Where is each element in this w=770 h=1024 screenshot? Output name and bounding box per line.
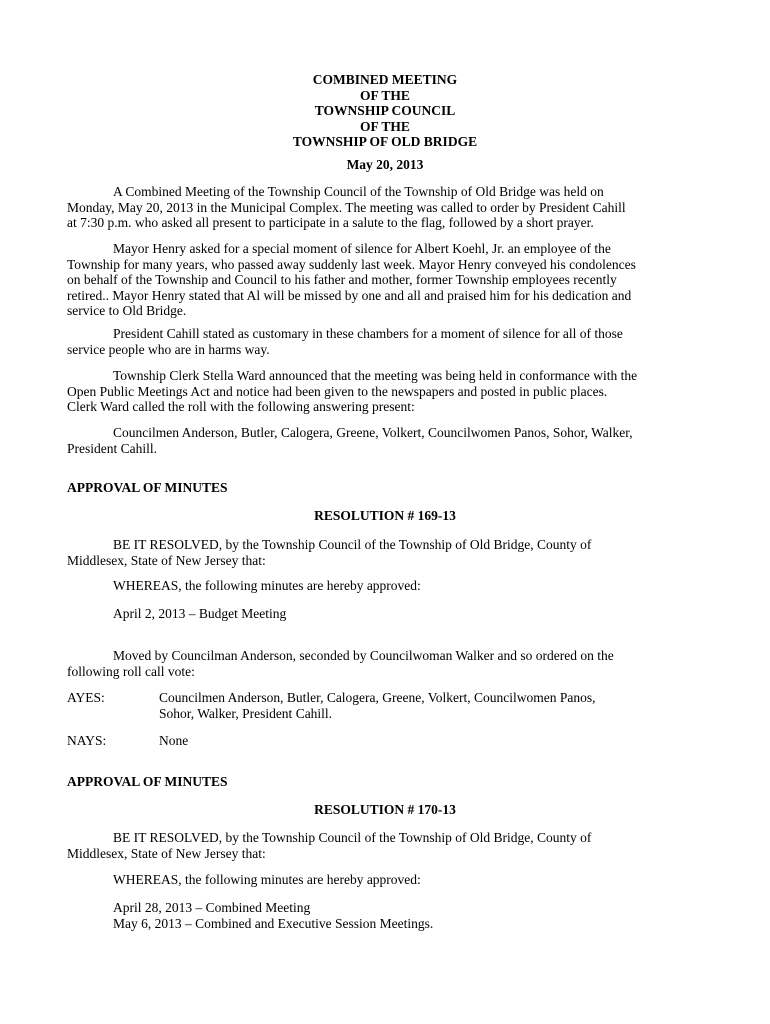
text-line: Mayor Henry asked for a special moment of silence for Albert Koehl, Jr. an employee of the <box>113 241 611 256</box>
ayes-value <box>159 690 596 721</box>
section-heading: APPROVAL OF MINUTES <box>67 480 228 495</box>
nays-label: NAYS: <box>67 733 107 748</box>
text-line: Monday, May 20, 2013 in the Municipal Complex. The meeting was called to order by President Cahill <box>67 199 626 215</box>
text-line: Middlesex, State of New Jersey that: <box>67 845 266 861</box>
title-line: TOWNSHIP COUNCIL <box>314 103 456 118</box>
nays-row <box>67 733 707 749</box>
text-line: Sohor, Walker, President Cahill. <box>159 705 333 721</box>
paragraph-roll-call <box>67 425 707 456</box>
paragraph-moved <box>67 648 707 679</box>
title-line: TOWNSHIP OF OLD BRIDGE <box>292 134 478 149</box>
text-line: service people who are in harms way. <box>67 341 270 357</box>
paragraph-call-to-order <box>67 184 707 231</box>
minutes-list <box>67 606 707 622</box>
ayes-row <box>67 690 707 722</box>
text-line: Township for many years, who passed away suddenly last week. Mayor Henry conveyed his condolences <box>67 256 636 272</box>
paragraph-be-it-resolved <box>67 537 707 568</box>
text-line: Open Public Meetings Act and notice had been given to the newspapers and posted in public places. <box>67 383 608 399</box>
text-line: A Combined Meeting of the Township Council of the Township of Old Bridge was held on <box>113 184 604 199</box>
text-line: Councilmen Anderson, Butler, Calogera, Greene, Volkert, Councilwomen Panos, <box>159 690 596 705</box>
text-line: retired.. Mayor Henry stated that Al will be missed by one and all and praised him for his dedication and <box>67 287 632 303</box>
minutes-item: May 6, 2013 – Combined and Executive Session Meetings. <box>113 915 434 931</box>
text-line: service to Old Bridge. <box>67 303 187 318</box>
text-line: Clerk Ward called the roll with the following answering present: <box>67 399 415 414</box>
document-title <box>0 72 770 150</box>
ayes-label: AYES: <box>67 690 105 705</box>
resolution-title: RESOLUTION # 169-13 <box>314 508 456 523</box>
paragraph-service-people <box>67 326 707 357</box>
title-line: OF THE <box>360 87 410 103</box>
paragraph-be-it-resolved <box>67 830 707 861</box>
section-heading: APPROVAL OF MINUTES <box>67 774 228 789</box>
text-line: WHEREAS, the following minutes are hereby approved: <box>113 578 421 593</box>
text-line: Township Clerk Stella Ward announced that the meeting was being held in conformance with the <box>113 368 638 383</box>
text-line: WHEREAS, the following minutes are hereby approved: <box>113 872 421 887</box>
text-line: BE IT RESOLVED, by the Township Council of the Township of Old Bridge, County of <box>113 537 592 552</box>
paragraph-moment-of-silence <box>67 241 707 319</box>
title-line: OF THE <box>360 118 410 134</box>
text-line: BE IT RESOLVED, by the Township Council of the Township of Old Bridge, County of <box>113 830 592 845</box>
minutes-item: April 2, 2013 – Budget Meeting <box>113 606 287 621</box>
text-line: Middlesex, State of New Jersey that: <box>67 552 266 568</box>
meeting-date: May 20, 2013 <box>346 157 424 172</box>
text-line: Moved by Councilman Anderson, seconded by Councilwoman Walker and so ordered on the <box>113 648 614 663</box>
paragraph-whereas <box>67 872 707 888</box>
resolution-title: RESOLUTION # 170-13 <box>314 802 456 817</box>
paragraph-whereas <box>67 578 707 594</box>
text-line: President Cahill. <box>67 440 157 456</box>
title-line: COMBINED MEETING <box>312 72 458 87</box>
text-line: following roll call vote: <box>67 663 195 679</box>
minutes-item: April 28, 2013 – Combined Meeting <box>113 900 311 915</box>
text-line: President Cahill stated as customary in these chambers for a moment of silence for all of those <box>113 326 623 341</box>
text-line: at 7:30 p.m. who asked all present to participate in a salute to the flag, followed by a short prayer. <box>67 215 594 230</box>
paragraph-open-public-meetings <box>67 368 707 415</box>
text-line: Councilmen Anderson, Butler, Calogera, Greene, Volkert, Councilwomen Panos, Sohor, Walker, <box>113 425 633 440</box>
text-line: on behalf of the Township and Council to his father and mother, former Township employees recently <box>67 272 617 287</box>
minutes-list <box>67 900 707 931</box>
nays-value: None <box>159 733 189 748</box>
